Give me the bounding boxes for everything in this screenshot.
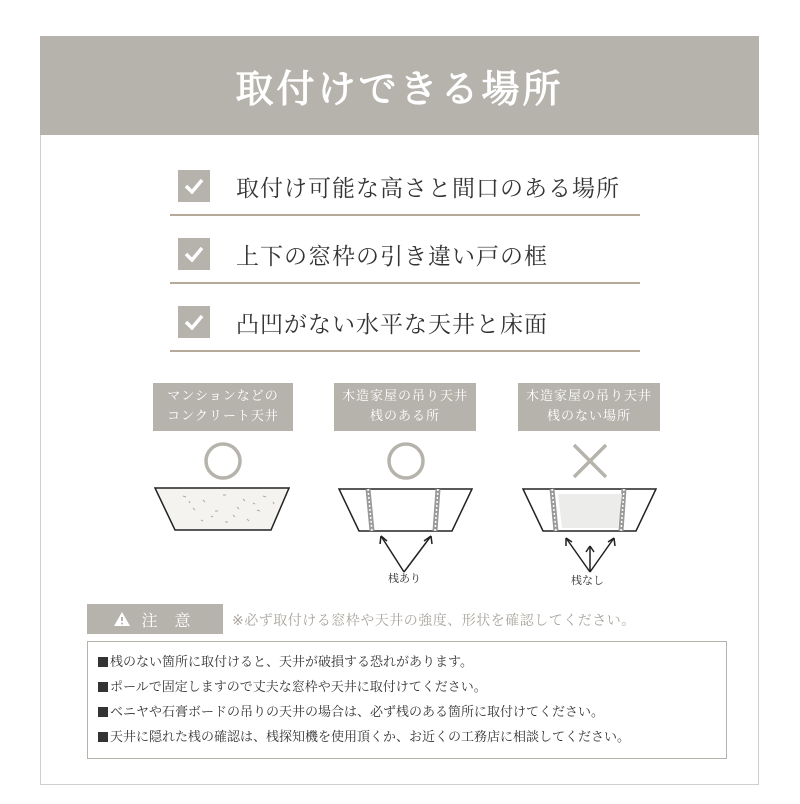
joist-caption: 桟あり bbox=[388, 572, 421, 585]
checkmark-icon bbox=[178, 170, 210, 202]
checklist-item bbox=[170, 226, 640, 284]
caution-label bbox=[87, 604, 223, 634]
joist-ceiling-diagram bbox=[334, 486, 476, 582]
caution-label-text: 注 意 bbox=[141, 610, 197, 630]
caution-notes-box bbox=[87, 641, 727, 759]
verdict-3 bbox=[0, 0, 1, 1]
square-bullet-icon bbox=[98, 682, 108, 692]
checklist-text: 凸凹がない水平な天井と床面 bbox=[236, 311, 548, 338]
page-title: 取付けできる場所 bbox=[235, 67, 564, 111]
ceiling-type-line1: マンションなどの bbox=[167, 389, 279, 404]
ceiling-type-label bbox=[153, 383, 293, 431]
caution-item: 桟のない箇所に取付けると、天井が破損する恐れがあります。 bbox=[98, 650, 726, 675]
caution-note: ※必ず取付ける窓枠や天井の強度、形状を確認してください。 bbox=[232, 613, 636, 629]
ceiling-type-label bbox=[518, 383, 660, 431]
checklist-text: 上下の窓枠の引き違い戸の框 bbox=[236, 243, 548, 270]
ceiling-type-line1: 木造家屋の吊り天井 bbox=[341, 389, 468, 404]
square-bullet-icon bbox=[98, 707, 108, 717]
warning-icon bbox=[113, 611, 131, 627]
header-banner bbox=[40, 36, 759, 135]
square-bullet-icon bbox=[98, 732, 108, 742]
ceiling-type-line2: 桟のある所 bbox=[369, 409, 440, 424]
checkmark-icon bbox=[178, 306, 210, 338]
no-joist-caption: 桟なし bbox=[571, 574, 604, 587]
caution-item: 天井に隠れた桟の確認は、桟探知機を使用頂くか、お近くの工務店に相談してください。 bbox=[98, 725, 726, 750]
concrete-ceiling-diagram bbox=[153, 486, 293, 536]
checkmark-icon bbox=[178, 238, 210, 270]
ceiling-type-line1: 木造家屋の吊り天井 bbox=[525, 389, 652, 404]
caution-item: ポールで固定しますので丈夫な窓枠や天井に取付けてください。 bbox=[98, 675, 726, 700]
checklist-item bbox=[170, 294, 640, 352]
ceiling-type-line2: 桟のない場所 bbox=[546, 409, 631, 424]
verdict-1 bbox=[0, 0, 1, 1]
checklist-text: 取付け可能な高さと間口のある場所 bbox=[236, 175, 620, 202]
square-bullet-icon bbox=[98, 657, 108, 667]
checklist-item bbox=[170, 158, 640, 216]
verdict-2 bbox=[0, 0, 1, 1]
circle-ok-icon bbox=[386, 441, 426, 481]
no-joist-ceiling-diagram bbox=[518, 486, 660, 582]
ceiling-type-line2: コンクリート天井 bbox=[167, 409, 279, 424]
circle-ok-icon bbox=[203, 441, 243, 481]
cross-ng-icon bbox=[570, 441, 610, 481]
caution-item: ベニヤや石膏ボードの吊りの天井の場合は、必ず桟のある箇所に取付けてください。 bbox=[98, 700, 726, 725]
ceiling-type-label bbox=[334, 383, 476, 431]
